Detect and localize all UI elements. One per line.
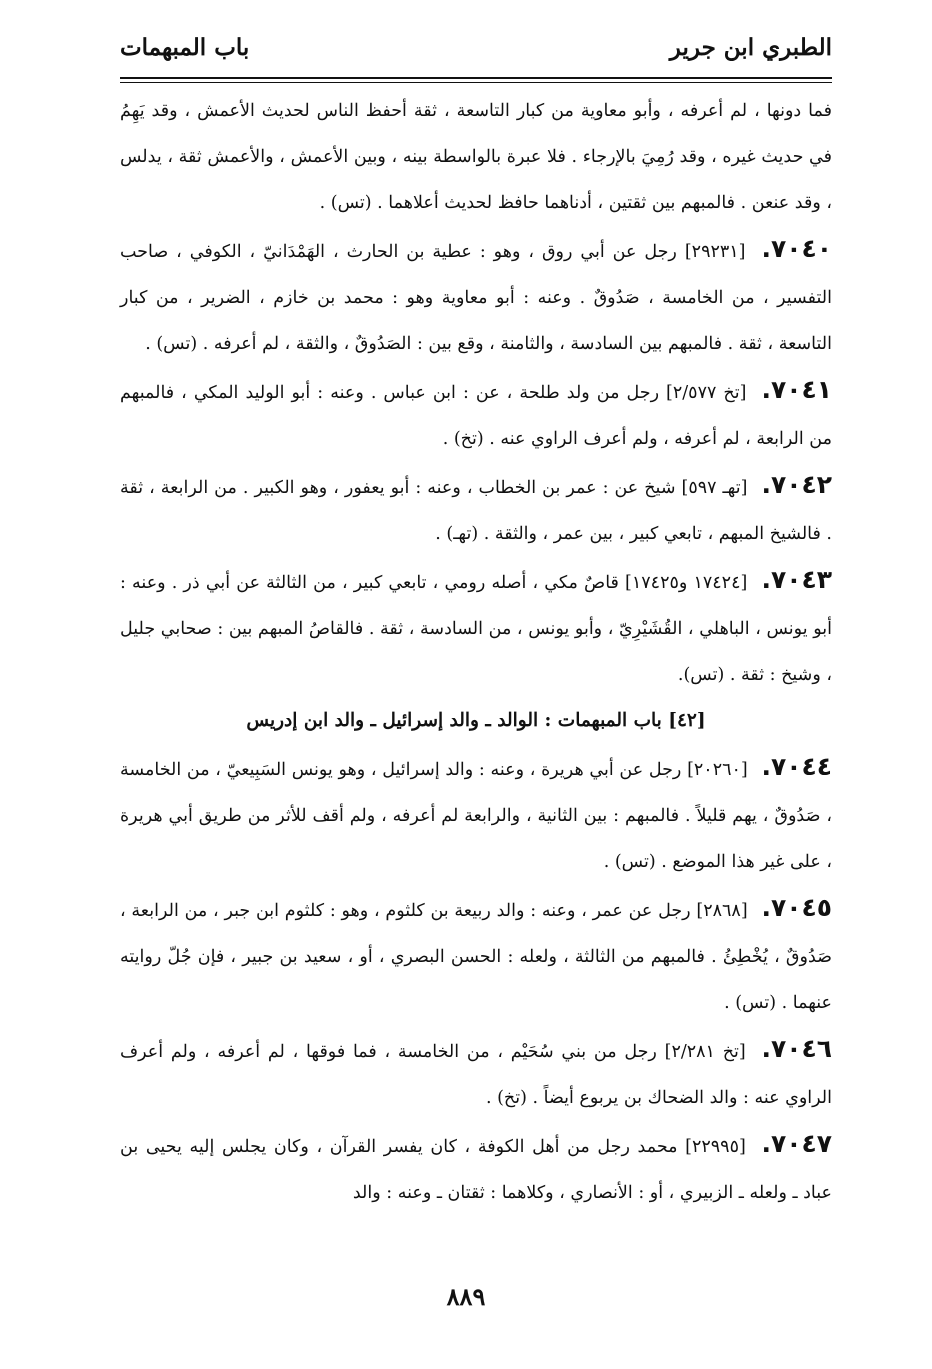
entry-7041 (120, 367, 832, 462)
entry-7042 (120, 462, 832, 557)
entry-text: [٢٨٦٨] رجل عن عمر ، وعنه : والد ربيعة بن كلثوم ، وهو : كلثوم ابن جبر ، من الرابعة ، صَدُوقٌ ، يُخْطِئُ . فالمبهم من الثالثة ، ولعله : الحسن البصري ، أو ، سعيد بن جبير ، فإن جُلّ روايته عنهما . (تس) . (120, 901, 832, 1013)
entry-number: ٧٠٤٤. (761, 752, 832, 781)
header-rule-thick (120, 77, 832, 79)
entry-number: ٧٠٤٢. (761, 470, 832, 499)
entry-text: [تهـ ٥٩٧] شيخ عن : عمر بن الخطاب ، وعنه : أبو يعفور ، وهو الكبير . من الرابعة ، ثقة . فالشيخ المبهم ، تابعي كبير ، بين عمر ، والثقة . (تهـ) . (120, 478, 832, 544)
page-number: ٨٨٩ (446, 1282, 486, 1311)
entry-text: [تخ ٢/٢٨١] رجل من بني سُحَيْم ، من الخامسة ، فما فوقها ، لم أعرفه ، ولم أعرف الراوي عنه : والد الضحاك بن يربوع أيضاً . (تخ) . (120, 1042, 832, 1108)
page-body (120, 88, 832, 1216)
entry-text: [تخ ٢/٥٧٧] رجل من ولد طلحة ، عن : ابن عباس . وعنه : أبو الوليد المكي ، فالمبهم من الرابعة ، لم أعرفه ، ولم أعرف الراوي عنه . (تخ) . (120, 383, 832, 449)
running-header (120, 34, 832, 74)
entry-text: [١٧٤٢٤ و١٧٤٢٥] قاصٌ مكي ، أصله رومي ، تابعي كبير ، من الثالثة عن أبي ذر . وعنه : أبو يونس ، الباهلي ، القُشَيْرِيّ ، وأبو يونس ، من السادسة ، ثقة . فالقاصُ المبهم بين : صحابي جليل ، وشيخ : ثقة . (تس). (120, 573, 832, 685)
entry-number: ٧٠٤٠. (761, 234, 832, 263)
entry-7047 (120, 1121, 832, 1216)
header-rule-thin (120, 82, 832, 83)
entry-number: ٧٠٤٣. (761, 565, 832, 594)
entry-number: ٧٠٤١. (761, 375, 832, 404)
entry-7043 (120, 557, 832, 698)
entry-7044 (120, 744, 832, 885)
chapter-title: باب المبهمات (120, 34, 250, 61)
entry-number: ٧٠٤٧. (761, 1129, 832, 1158)
section-heading: [٤٢] باب المبهمات : الوالد ـ والد إسرائيل ـ والد ابن إدريس (246, 710, 706, 731)
entry-number: ٧٠٤٦. (761, 1034, 832, 1063)
entry-7040 (120, 226, 832, 367)
entry-7045 (120, 885, 832, 1026)
entry-text: [٢٠٢٦٠] رجل عن أبي هريرة ، وعنه : والد إسرائيل ، وهو يونس السَبِيعيّ ، من الخامسة ، صَدُوقٌ ، يهم قليلاً . فالمبهم : بين الثانية ، والرابعة لم أعرفه ، ولم أقف للأثر من طريق أبي هريرة ، على غير هذا الموضع . (تس) . (120, 760, 832, 872)
entry-7046 (120, 1026, 832, 1121)
entry-text: [٢٢٩٩٥] محمد رجل من أهل الكوفة ، كان يفسر القرآن ، وكان يجلس إليه يحيى بن عباد ـ ولعله ـ الزبيري ، أو : الأنصاري ، وكلاهما : ثقتان ـ وعنه : والد (120, 1137, 832, 1203)
entry-number: ٧٠٤٥. (761, 893, 832, 922)
entry-text: [٢٩٢٣١] رجل عن أبي روق ، وهو : عطية بن الحارث ، الهَمْدَانيّ ، الكوفي ، صاحب التفسير ، من الخامسة ، صَدُوقٌ . وعنه : أبو معاوية وهو : محمد بن خازم ، الضرير ، من كبار التاسعة ، ثقة . فالمبهم بين السادسة ، والثامنة ، وقع بين : الصَدُوقٌ ، والثقة ، لم أعرفه . (تس) . (120, 242, 832, 354)
intro-paragraph: فما دونها ، لم أعرفه ، وأبو معاوية من كبار التاسعة ، ثقة أحفظ الناس لحديث الأعمش ، وقد يَهِمُ في حديث غيره ، وقد رُمِيَ بالإرجاء . فلا عبرة بالواسطة بينه ، وبين الأعمش ، والأعمش ثقة ، يدلس ، وقد عنعن . فالمبهم بين ثقتين ، أدناهما حافظ لحديث أعلاهما . (تس) . (120, 101, 832, 213)
book-title: الطبري ابن جرير (669, 34, 832, 61)
